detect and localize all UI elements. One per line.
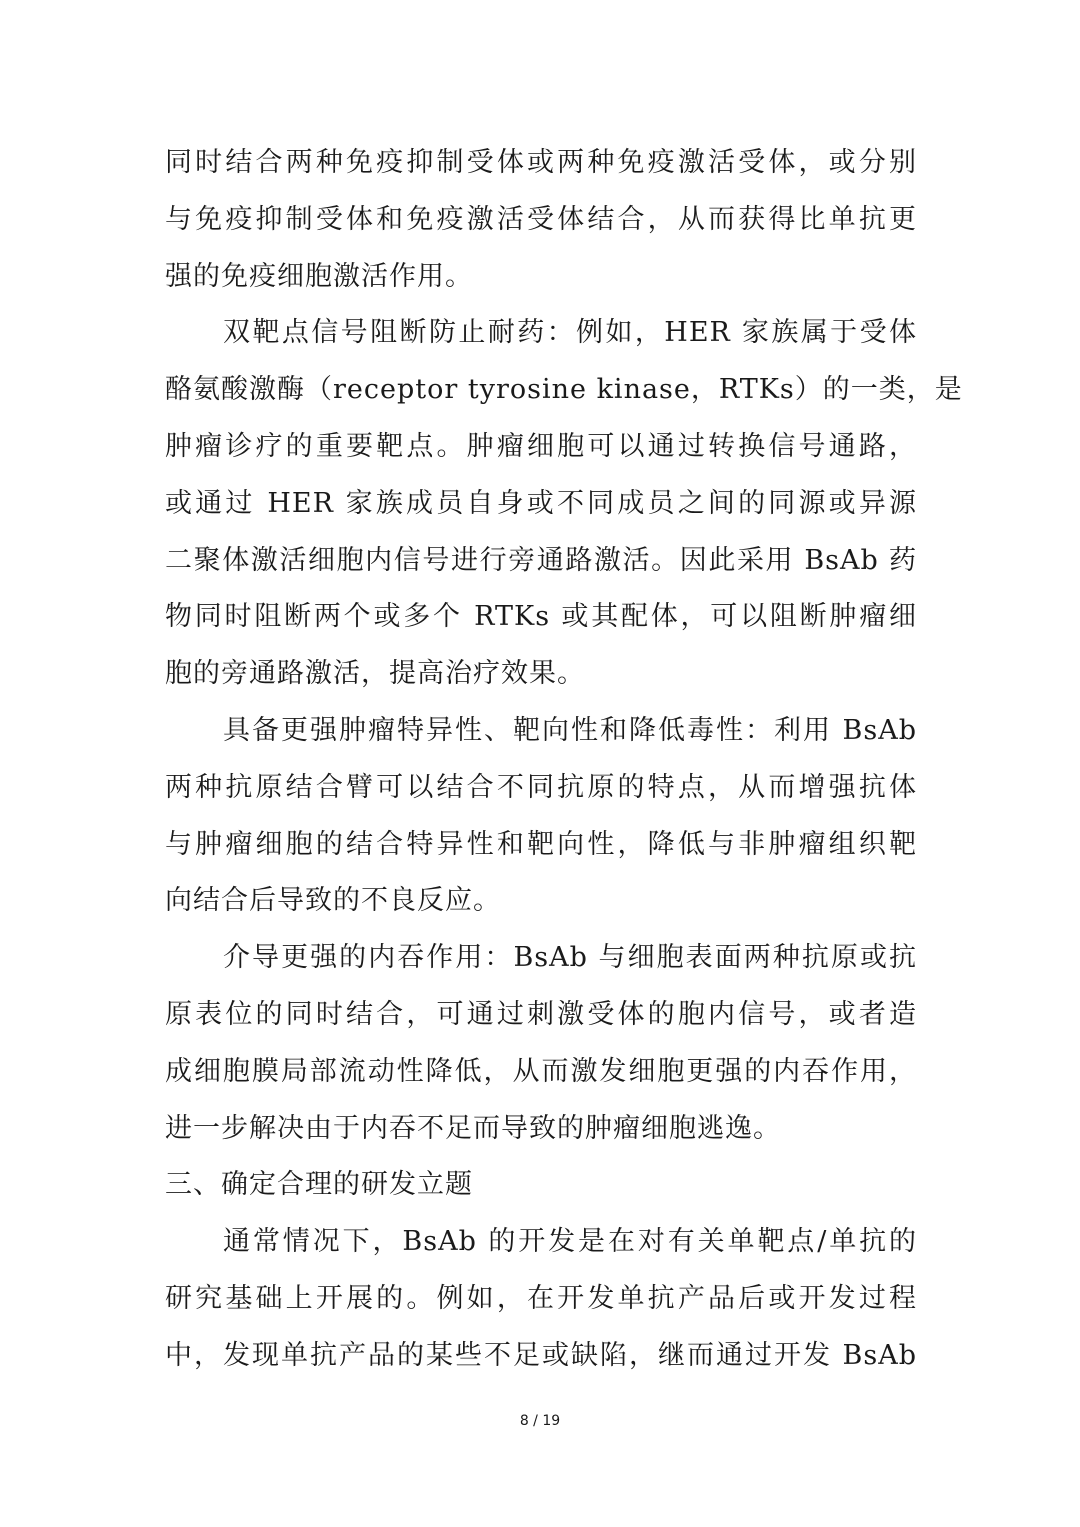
text-line: 酪氨酸激酶（receptor tyrosine kinase，RTKs）的一类，是 [165,374,963,406]
text-line: 同时结合两种免疫抑制受体或两种免疫激活受体，或分别 [165,147,917,178]
text-line: 两种抗原结合臂可以结合不同抗原的特点，从而增强抗体 [165,771,917,803]
text-line: 成细胞膜局部流动性降低，从而激发细胞更强的内吞作用， [165,1055,917,1087]
section-heading: 三、确定合理的研发立题 [165,1169,473,1201]
text-line: 进一步解决由于内吞不足而导致的肿瘤细胞逃逸。 [165,1112,781,1144]
text-line: 中，发现单抗产品的某些不足或缺陷，继而通过开发 BsAb [165,1339,917,1371]
text-line: 原表位的同时结合，可通过刺激受体的胞内信号，或者造 [165,998,917,1030]
text-line: 与肿瘤细胞的结合特异性和靶向性，降低与非肿瘤组织靶 [165,828,917,860]
text-line: 强的免疫细胞激活作用。 [165,260,473,292]
text-line: 二聚体激活细胞内信号进行旁通路激活。因此采用 BsAb 药 [165,544,917,576]
text-line: 与免疫抑制受体和免疫激活受体结合，从而获得比单抗更 [165,203,917,235]
text-line: 肿瘤诊疗的重要靶点。肿瘤细胞可以通过转换信号通路， [165,430,917,462]
document-body [165,135,963,1385]
text-line: 物同时阻断两个或多个 RTKs 或其配体，可以阻断肿瘤细 [165,601,917,633]
page-number: 8 / 19 [519,1413,561,1429]
text-line: 或通过 HER 家族成员自身或不同成员之间的同源或异源 [165,487,917,519]
text-line: 具备更强肿瘤特异性、靶向性和降低毒性：利用 BsAb [223,714,917,746]
text-line: 研究基础上开展的。例如，在开发单抗产品后或开发过程 [165,1282,917,1314]
text-line: 向结合后导致的不良反应。 [165,885,501,917]
text-line: 介导更强的内吞作用：BsAb 与细胞表面两种抗原或抗 [223,942,917,974]
text-line: 双靶点信号阻断防止耐药：例如，HER 家族属于受体 [223,317,917,349]
text-line: 通常情况下，BsAb 的开发是在对有关单靶点/单抗的 [223,1226,917,1258]
text-line: 胞的旁通路激活，提高治疗效果。 [165,658,585,690]
